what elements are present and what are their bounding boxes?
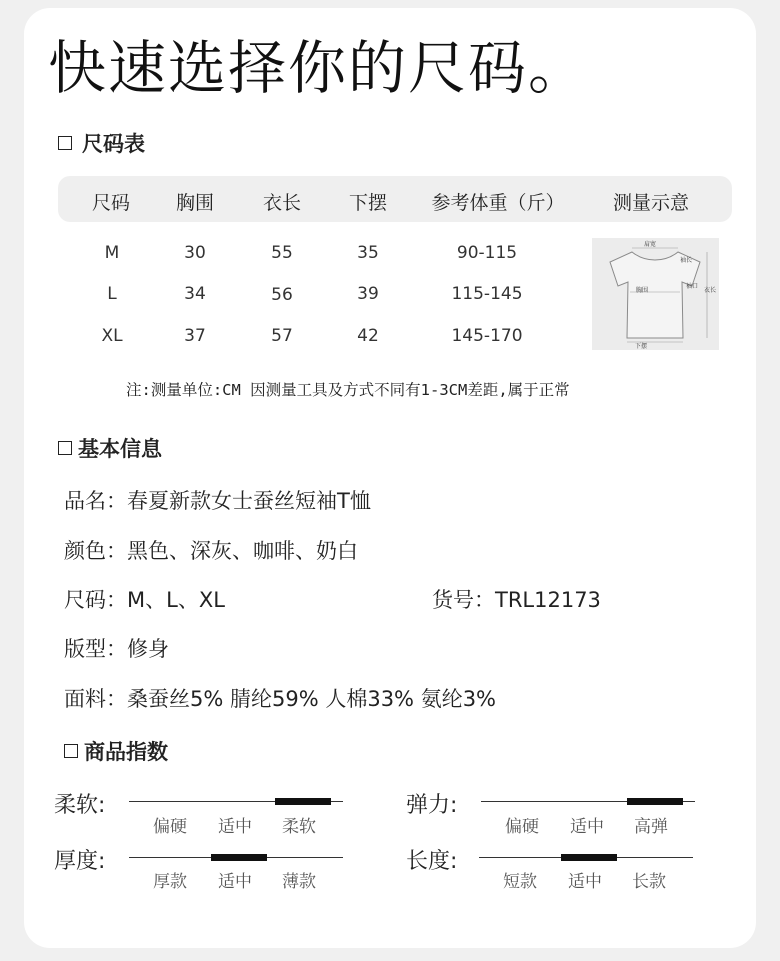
elasticity-tick-0: 偏硬 [505,817,539,837]
size-table-heading-text: 尺码表 [82,132,145,156]
product-sku: 货号：TRL12173 [432,588,601,612]
header-weight: 参考体重（斤） [431,192,565,214]
thickness-tick-0: 厚款 [153,872,187,892]
thickness-marker [211,854,267,861]
table-row-m-chest: 30 [184,243,206,263]
diagram-label-hem: 下摆 [635,343,648,350]
size-table-heading [58,128,145,158]
header-diagram: 测量示意 [612,192,690,214]
product-index-heading [64,736,168,766]
measurement-note: 注:测量单位:CM 因测量工具及方式不同有1-3CM差距,属于正常 [126,381,570,399]
diagram-label-sleeve: 袖长 [680,257,693,264]
checkbox-icon [58,441,72,455]
header-chest: 胸围 [175,192,215,214]
table-row-xl-size: XL [101,326,123,346]
thickness-tick-1: 适中 [218,872,252,892]
basic-info-heading-text: 基本信息 [78,437,162,461]
diagram-label-shoulder: 肩宽 [644,241,657,248]
diagram-label-cuff: 袖口 [686,283,699,290]
product-sizes: 尺码：M、L、XL [64,588,225,612]
elasticity-tick-1: 适中 [570,817,604,837]
page-title: 快速选择你的尺码。 [48,34,589,102]
table-row-m-hem: 35 [357,243,379,263]
product-fit: 版型：修身 [64,637,169,661]
length-label: 长度: [406,849,458,874]
product-index-heading-text: 商品指数 [84,740,168,764]
table-row-xl-chest: 37 [184,326,206,346]
table-row-l-weight: 115-145 [451,284,523,304]
table-row-m-length: 55 [271,243,293,263]
measurement-diagram [592,238,719,350]
softness-label: 柔软: [54,793,106,818]
header-hem: 下摆 [348,192,388,214]
table-row-m-size: M [104,243,120,263]
table-row-l-hem: 39 [357,284,379,304]
table-row-l-chest: 34 [184,284,206,304]
product-name: 品名：春夏新款女士蚕丝短袖T恤 [64,489,371,513]
table-row-l-length: 56 [271,285,293,305]
elasticity-label: 弹力: [406,793,458,818]
product-colors: 颜色：黑色、深灰、咖啡、奶白 [64,539,358,563]
basic-info-heading [58,433,162,463]
thickness-label: 厚度: [54,849,106,874]
header-length: 衣长 [262,192,302,214]
softness-tick-2: 柔软 [282,817,316,837]
table-row-m-weight: 90-115 [456,243,518,263]
softness-marker [275,798,331,805]
header-size: 尺码 [91,192,131,214]
table-row-l-size: L [107,284,117,304]
tshirt-icon [592,238,719,350]
diagram-label-length: 衣长 [704,287,717,294]
product-fabric: 面料：桑蚕丝5% 腈纶59% 人棉33% 氨纶3% [64,687,497,711]
diagram-label-chest: 胸围 [636,287,649,294]
length-marker [561,854,617,861]
checkbox-icon [64,744,78,758]
table-row-xl-hem: 42 [357,326,379,346]
thickness-tick-2: 薄款 [282,872,316,892]
softness-tick-1: 适中 [218,817,252,837]
table-row-xl-weight: 145-170 [451,326,523,346]
softness-tick-0: 偏硬 [153,817,187,837]
table-row-xl-length: 57 [271,326,293,346]
length-tick-0: 短款 [503,872,537,892]
checkbox-icon [58,136,72,150]
elasticity-tick-2: 高弹 [634,817,668,837]
elasticity-marker [627,798,683,805]
length-tick-2: 长款 [632,872,666,892]
length-tick-1: 适中 [568,872,602,892]
